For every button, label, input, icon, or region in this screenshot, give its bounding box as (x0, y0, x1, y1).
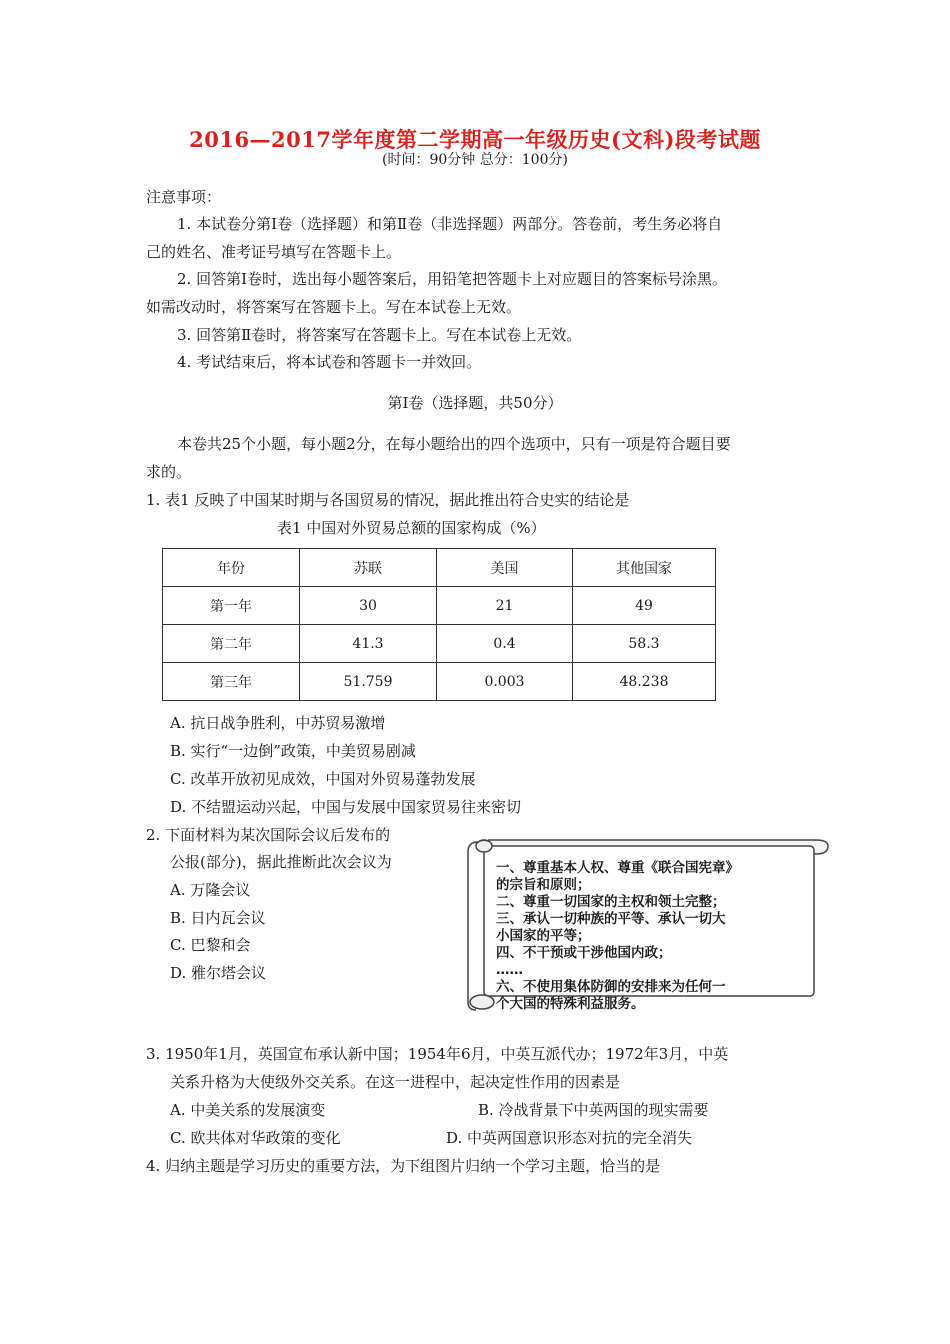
table-cell: 51.759 (300, 663, 437, 701)
table-header-cell: 其他国家 (573, 549, 716, 587)
q3-option-b: B. 冷战背景下中英两国的现实需要 (478, 1101, 709, 1119)
communique-line: 一、尊重基本人权、尊重《联合国宪章》 (496, 860, 739, 876)
q1-option-a: A. 抗日战争胜利，中苏贸易激增 (170, 714, 386, 732)
table-cell: 0.4 (437, 625, 573, 663)
communique-line: 三、承认一切种族的平等、承认一切大 (496, 911, 726, 927)
notice-item-1a: 1. 本试卷分第Ⅰ卷（选择题）和第Ⅱ卷（非选择题）两部分。答卷前，考生务必将自 (177, 215, 723, 233)
notice-item-3: 3. 回答第Ⅱ卷时，将答案写在答题卡上。写在本试卷上无效。 (177, 326, 582, 344)
q2-option-a: A. 万隆会议 (170, 881, 251, 899)
q2-option-b: B. 日内瓦会议 (170, 909, 266, 927)
table-cell: 41.3 (300, 625, 437, 663)
communique-line: 六、不使用集体防御的安排来为任何一 (496, 979, 726, 995)
notice-item-4: 4. 考试结束后，将本试卷和答题卡一并效回。 (177, 353, 482, 371)
notice-heading: 注意事项： (146, 188, 222, 206)
table-header-cell: 苏联 (300, 549, 437, 587)
q1-stem: 1. 表1 反映了中国某时期与各国贸易的情况，据此推出符合史实的结论是 (146, 491, 630, 509)
table-cell: 48.238 (573, 663, 716, 701)
communique-text (496, 860, 816, 1013)
table-header-cell: 年份 (163, 549, 300, 587)
table-cell: 21 (437, 587, 573, 625)
q3-option-a: A. 中美关系的发展演变 (170, 1101, 326, 1119)
q1-option-c: C. 改革开放初见成效，中国对外贸易蓬勃发展 (170, 770, 476, 788)
q3-stem-a: 3. 1950年1月，英国宣布承认新中国；1954年6月，中英互派代办；1972年3月，中英 (146, 1045, 729, 1063)
table-cell: 第二年 (163, 625, 300, 663)
exam-subtitle: (时间：90分钟 总分：100分) (382, 152, 568, 168)
table-cell: 0.003 (437, 663, 573, 701)
communique-line: 二、尊重一切国家的主权和领土完整； (496, 894, 726, 910)
table-row (163, 625, 716, 663)
communique-line: 个大国的特殊利益服务。 (496, 996, 645, 1012)
notice-item-2a: 2. 回答第Ⅰ卷时，选出每小题答案后，用铅笔把答题卡上对应题目的答案标号涂黑。 (177, 270, 728, 288)
q2-stem-a: 2. 下面材料为某次国际会议后发布的 (146, 826, 391, 844)
q4-stem: 4. 归纳主题是学习历史的重要方法，为下组图片归纳一个学习主题，恰当的是 (146, 1157, 661, 1175)
table-header-row (163, 549, 716, 587)
table-header-cell: 美国 (437, 549, 573, 587)
table-cell: 第一年 (163, 587, 300, 625)
q1-option-d: D. 不结盟运动兴起，中国与发展中国家贸易往来密切 (170, 798, 522, 816)
notice-item-2b: 如需改动时，将答案写在答题卡上。写在本试卷上无效。 (146, 298, 522, 316)
q3-option-d: D. 中英两国意识形态对抗的完全消失 (446, 1129, 693, 1147)
section-1-intro-a: 本卷共25个小题，每小题2分，在每小题给出的四个选项中，只有一项是符合题目要 (177, 435, 731, 453)
q3-stem-b: 关系升格为大使级外交关系。在这一进程中，起决定性作用的因素是 (170, 1073, 621, 1091)
section-1-heading: 第Ⅰ卷（选择题，共50分） (387, 394, 563, 412)
section-1-intro-b: 求的。 (146, 463, 192, 481)
table-cell: 58.3 (573, 625, 716, 663)
communique-line: 小国家的平等； (496, 928, 591, 944)
communique-line: …… (496, 962, 523, 978)
notice-item-1b: 己的姓名、准考证号填写在答题卡上。 (146, 243, 402, 261)
table-cell: 30 (300, 587, 437, 625)
trade-table (162, 548, 716, 701)
q2-option-c: C. 巴黎和会 (170, 936, 251, 954)
q3-option-c: C. 欧共体对华政策的变化 (170, 1129, 341, 1147)
q1-table-caption: 表1 中国对外贸易总额的国家构成（%） (277, 519, 546, 537)
table-cell: 49 (573, 587, 716, 625)
table-row (163, 587, 716, 625)
q1-option-b: B. 实行“一边倒”政策，中美贸易剧减 (170, 742, 416, 760)
table-row (163, 663, 716, 701)
q2-option-d: D. 雅尔塔会议 (170, 964, 267, 982)
communique-line: 四、不干预或干涉他国内政； (496, 945, 672, 961)
exam-title: 2016—2017学年度第二学期高一年级历史(文科)段考试题 (189, 127, 761, 152)
communique-line: 的宗旨和原则； (496, 877, 591, 893)
q2-stem-b: 公报(部分)，据此推断此次会议为 (170, 853, 392, 871)
table-cell: 第三年 (163, 663, 300, 701)
